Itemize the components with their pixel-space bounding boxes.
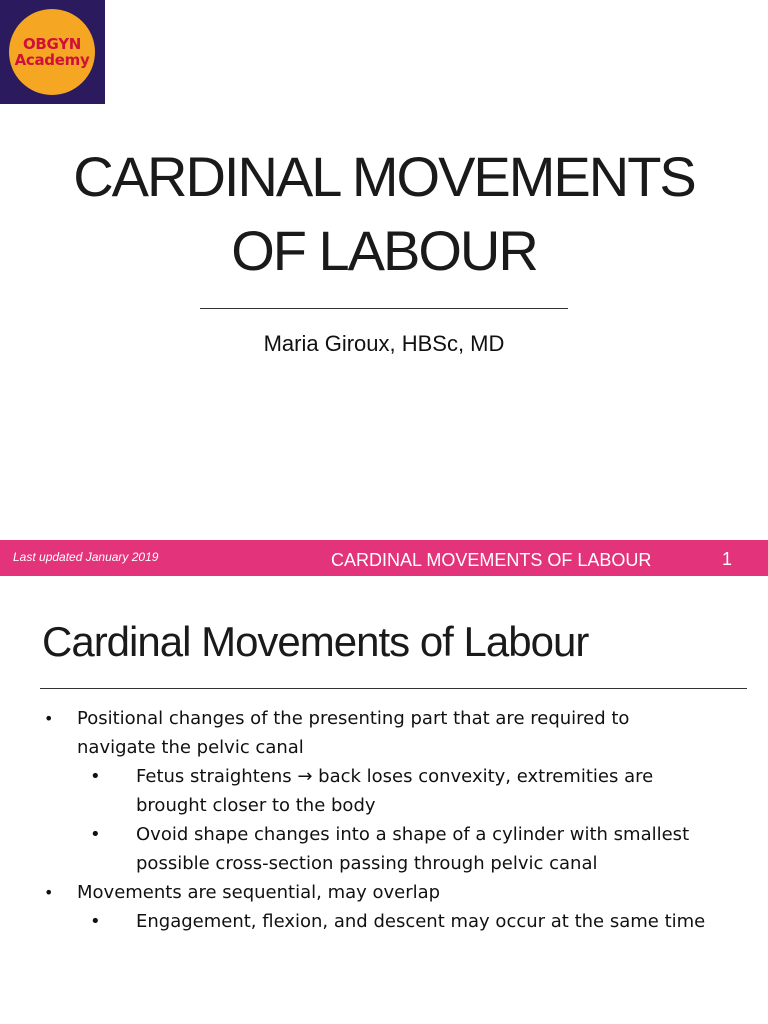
logo-circle (9, 9, 95, 95)
bullet-text: Positional changes of the presenting part that are required to (77, 708, 630, 729)
bullet-list (0, 704, 768, 936)
bullet-marker-icon: • (90, 766, 101, 787)
logo-text-line2: Academy (14, 51, 90, 69)
bullet-marker-icon: • (90, 911, 101, 932)
bullet-text: navigate the pelvic canal (77, 737, 304, 758)
bullet-line (0, 820, 768, 849)
slide-title (0, 140, 768, 288)
logo-text-line1: OBGYN (22, 35, 82, 53)
title-divider (200, 308, 568, 309)
content-slide (0, 576, 768, 1024)
last-updated-text: Last updated January 2019 (13, 550, 159, 564)
content-slide-title: Cardinal Movements of Labour (42, 618, 589, 665)
bullet-line (0, 704, 768, 733)
bullet-text: Movements are sequential, may overlap (77, 882, 441, 903)
bullet-text: Engagement, flexion, and descent may occur at the same time (136, 911, 706, 932)
bullet-line (0, 849, 768, 878)
slide-title-line1: CARDINAL MOVEMENTS (73, 145, 695, 208)
bullet-text: Fetus straightens → back loses convexity, extremities are (136, 766, 654, 787)
bullet-line (0, 733, 768, 762)
slide-footer-bar (0, 540, 768, 576)
content-title-divider (40, 688, 747, 689)
bullet-text: possible cross-section passing through pelvic canal (136, 853, 598, 874)
slide-title-line2: OF LABOUR (231, 219, 537, 282)
bullet-line (0, 878, 768, 907)
author-credit: Maria Giroux, HBSc, MD (263, 331, 505, 356)
bullet-line (0, 762, 768, 791)
bullet-line (0, 791, 768, 820)
bullet-marker-icon: • (44, 709, 54, 728)
bullet-marker-icon: • (44, 883, 54, 902)
page-number: 1 (722, 549, 733, 569)
obgyn-academy-logo (0, 0, 105, 104)
bullet-marker-icon: • (90, 824, 101, 845)
bullet-text: brought closer to the body (136, 795, 376, 816)
bullet-text: Ovoid shape changes into a shape of a cylinder with smallest (136, 824, 690, 845)
footer-title: CARDINAL MOVEMENTS OF LABOUR (331, 550, 652, 570)
bullet-line (0, 907, 768, 936)
